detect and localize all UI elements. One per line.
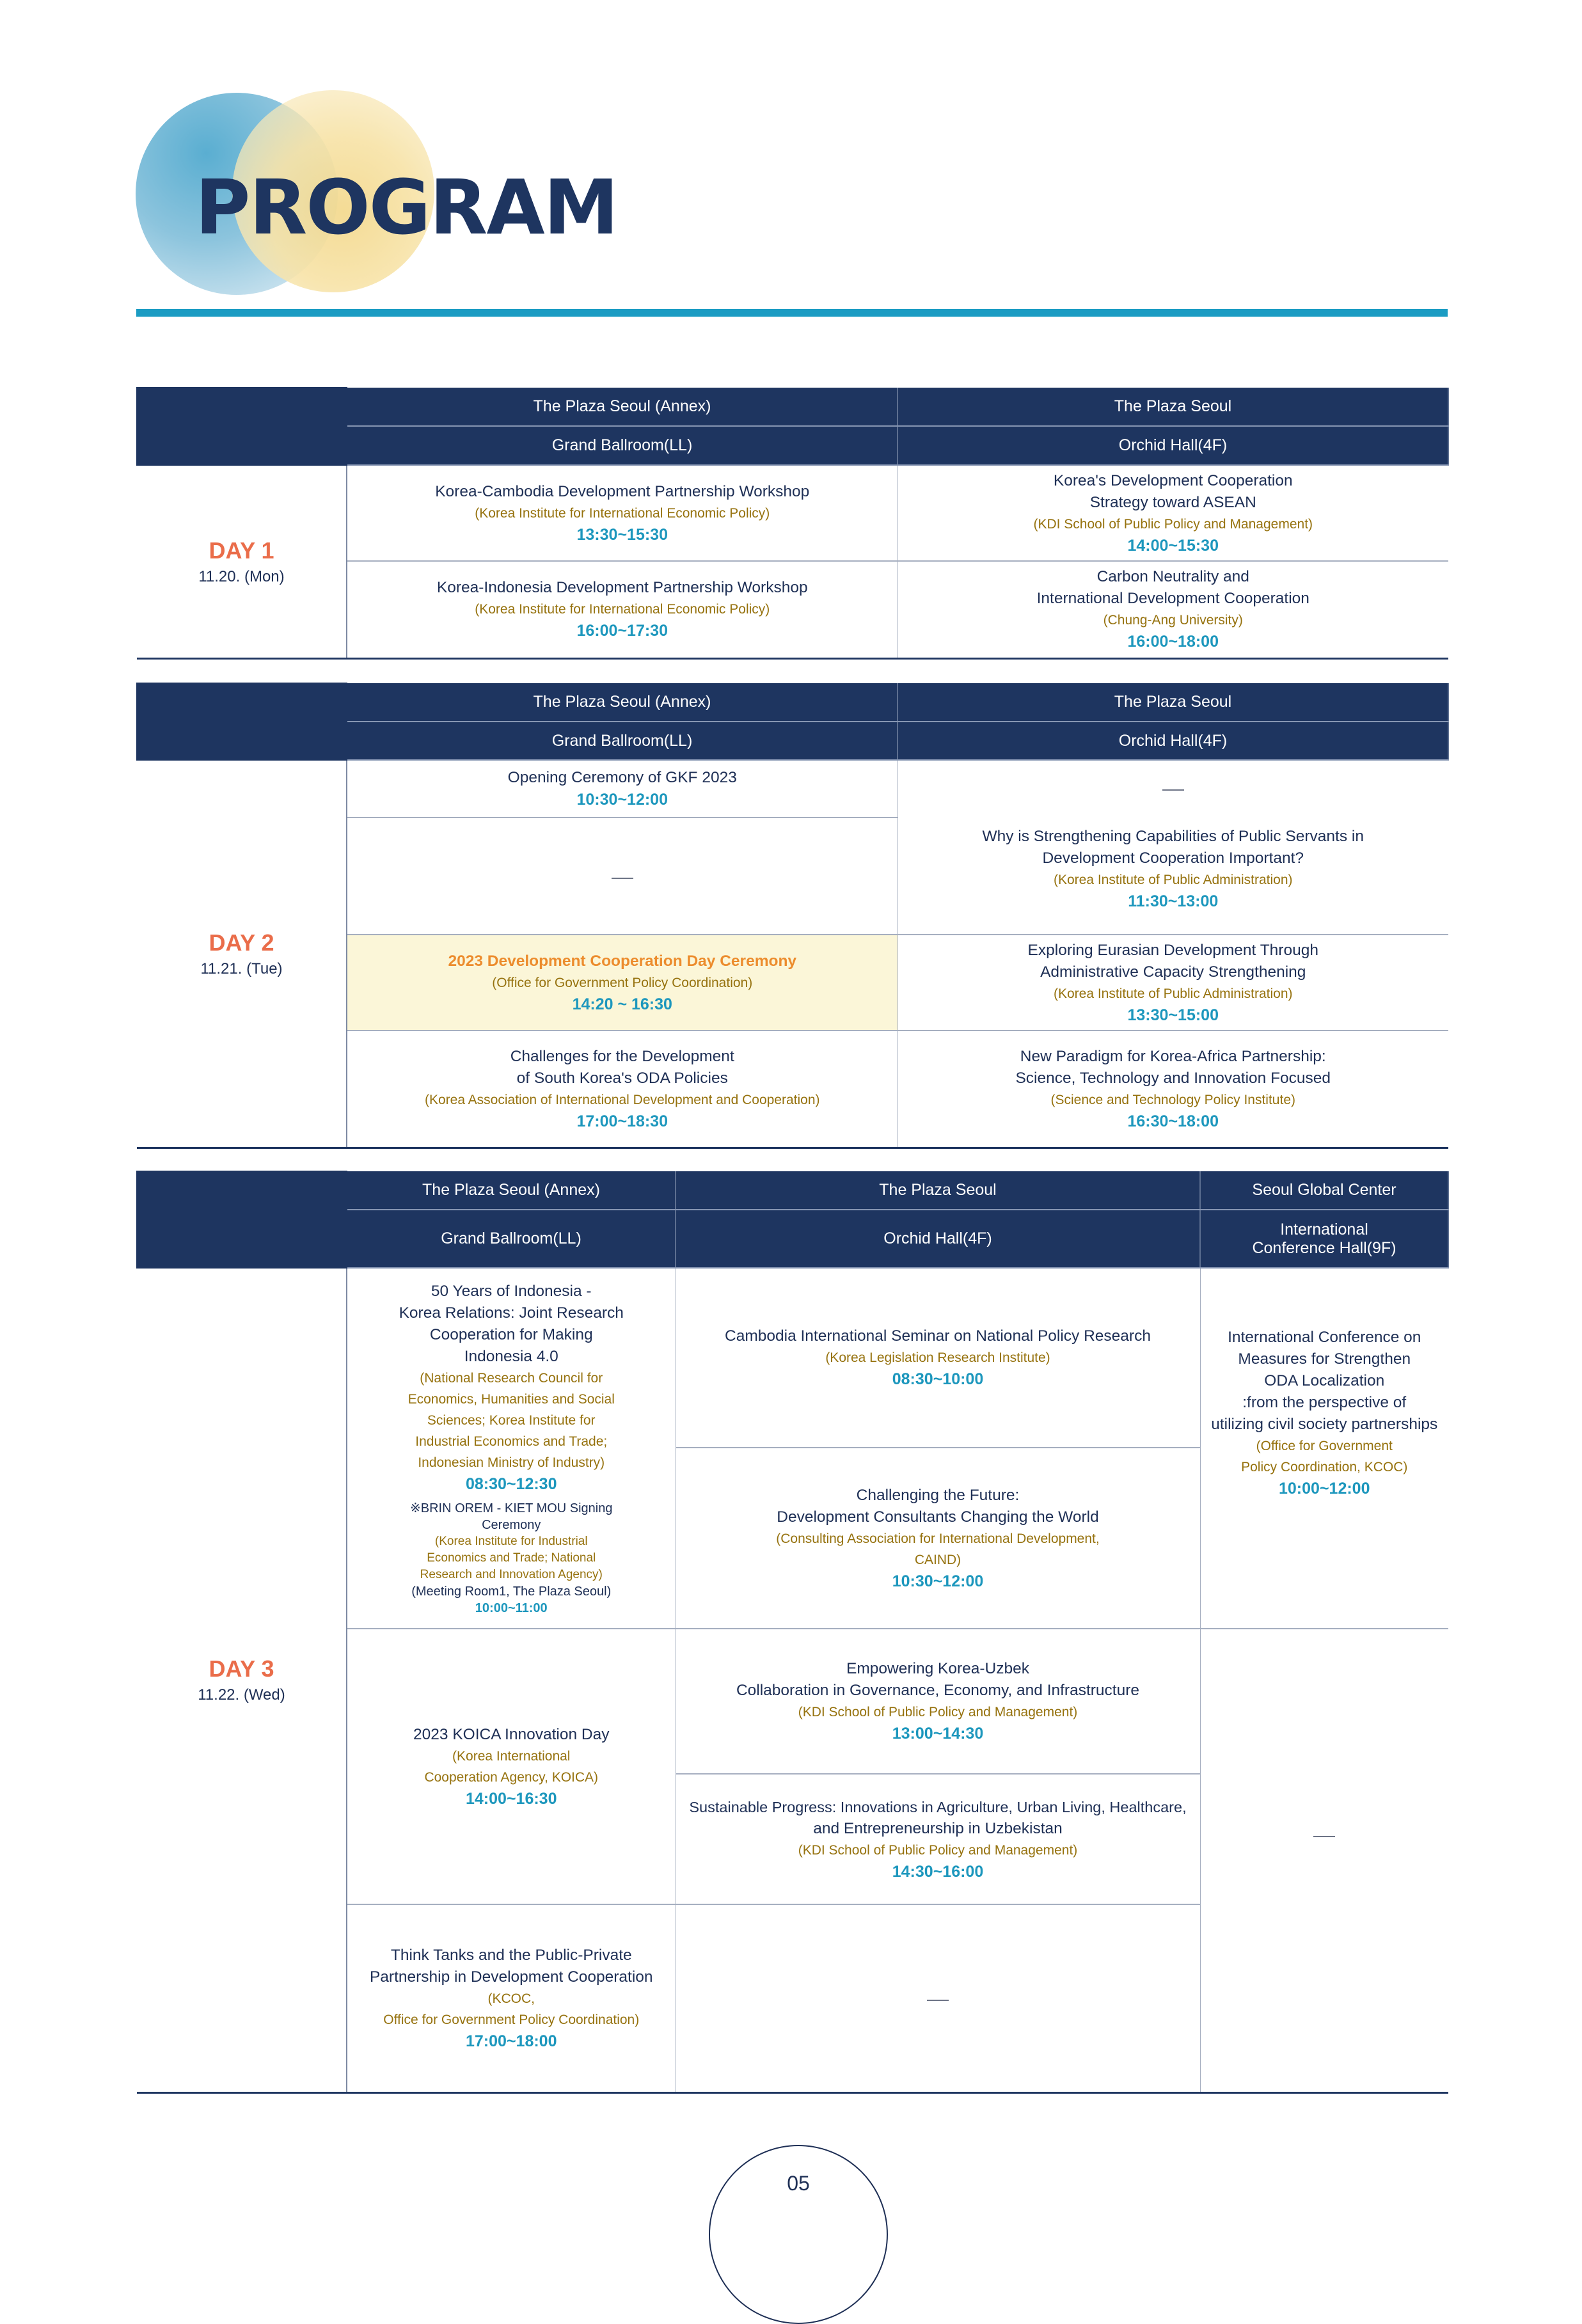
session-organizer: Office for Government Policy Coordination) <box>383 2012 640 2027</box>
session-cell <box>347 1031 898 1148</box>
session-title: Korea's Development Cooperation <box>1053 471 1293 489</box>
session-title: Challenging the Future: <box>856 1486 1020 1504</box>
session-title: Exploring Eurasian Development Through <box>1027 941 1318 959</box>
session-title: Think Tanks and the Public-Private <box>390 1946 632 1964</box>
empty-slot-dash <box>927 2000 949 2001</box>
session-title: utilizing civil society partnerships <box>1211 1416 1438 1433</box>
session-organizer: CAIND) <box>914 1552 961 1567</box>
day-date: 11.20. (Mon) <box>198 567 285 585</box>
venue-place: The Plaza Seoul (Annex) <box>347 1171 676 1210</box>
venue-place: The Plaza Seoul <box>676 1171 1200 1210</box>
session-title: Collaboration in Governance, Economy, and Infrastructure <box>736 1682 1140 1699</box>
session-time: 13:00~14:30 <box>892 1725 984 1743</box>
session-title: Why is Strengthening Capabilities of Public Servants in <box>982 828 1364 845</box>
venue-room-line: Conference Hall(9F) <box>1252 1238 1396 1257</box>
session-title: Cambodia International Seminar on National Policy Research <box>725 1327 1151 1345</box>
day-name: DAY 1 <box>209 537 274 564</box>
day3-schedule-table <box>136 1171 1449 2094</box>
venue-room: Orchid Hall(4F) <box>898 426 1448 465</box>
session-time: 11:30~13:00 <box>1128 892 1219 910</box>
session-title: 2023 KOICA Innovation Day <box>413 1725 610 1743</box>
header-corner <box>137 388 347 465</box>
session-cell <box>347 1629 676 1904</box>
session-organizer: (KDI School of Public Policy and Management) <box>798 1842 1078 1858</box>
venue-room: Grand Ballroom(LL) <box>347 1210 676 1268</box>
sub-session-time: 10:00~11:00 <box>475 1601 548 1615</box>
session-organizer: (KCOC, <box>487 1991 535 2006</box>
session-organizer: (Korea Institute of Public Administration) <box>1053 986 1293 1001</box>
session-organizer: (National Research Council for <box>420 1370 603 1386</box>
session-title: International Development Cooperation <box>1036 590 1309 608</box>
session-title: Carbon Neutrality and <box>1096 568 1249 586</box>
venue-room <box>1200 1210 1448 1268</box>
session-organizer: (Korea Association of International Development and Cooperation) <box>424 1092 820 1107</box>
session-organizer: (KDI School of Public Policy and Management) <box>1033 516 1313 532</box>
session-title: ODA Localization <box>1264 1372 1385 1389</box>
session-title: Indonesia 4.0 <box>464 1347 558 1365</box>
session-title: 2023 Development Cooperation Day Ceremony <box>448 952 797 970</box>
page-number: 05 <box>787 2172 810 2195</box>
sub-session-title: ※BRIN OREM - KIET MOU Signing <box>410 1501 613 1515</box>
venue-place: Seoul Global Center <box>1200 1171 1448 1210</box>
session-organizer: Indonesian Ministry of Industry) <box>418 1455 605 1470</box>
session-organizer: (Korea Institute of Public Administration) <box>1053 873 1293 887</box>
session-title: Korea-Cambodia Development Partnership Workshop <box>435 482 810 500</box>
day-date: 11.22. (Wed) <box>198 1686 285 1704</box>
session-title: 50 Years of Indonesia - <box>431 1282 592 1300</box>
session-title: Partnership in Development Cooperation <box>369 1968 653 1986</box>
venue-place: The Plaza Seoul <box>898 388 1448 426</box>
session-organizer: Sciences; Korea Institute for <box>427 1412 596 1428</box>
day-label-cell <box>137 1268 347 2092</box>
session-organizer: (Korea Institute for International Economic Policy) <box>475 602 770 617</box>
session-title: Sustainable Progress: Innovations in Agriculture, Urban Living, Healthcare, <box>689 1798 1187 1815</box>
day-name: DAY 3 <box>209 1656 274 1682</box>
session-organizer: (KDI School of Public Policy and Management) <box>798 1705 1078 1719</box>
sub-session-place: (Meeting Room1, The Plaza Seoul) <box>411 1584 612 1599</box>
session-organizer: (Office for Government <box>1256 1439 1393 1453</box>
session-time: 10:00~12:00 <box>1279 1480 1370 1498</box>
session-time: 10:30~12:00 <box>576 791 668 809</box>
session-cell <box>347 465 898 561</box>
session-cell <box>347 1904 676 2092</box>
session-cell <box>1200 1268 1448 1629</box>
day1-schedule-table <box>136 387 1449 660</box>
session-title: Measures for Strengthen <box>1238 1350 1411 1368</box>
session-cell <box>347 561 898 658</box>
session-cell <box>898 760 1448 935</box>
session-organizer: (Science and Technology Policy Institute) <box>1050 1092 1295 1107</box>
venue-room: Grand Ballroom(LL) <box>347 722 898 760</box>
venue-room: Grand Ballroom(LL) <box>347 426 898 465</box>
sub-session-organizer: Research and Innovation Agency) <box>420 1567 603 1581</box>
venue-place: The Plaza Seoul (Annex) <box>347 683 898 722</box>
empty-slot-dash <box>1313 1836 1335 1837</box>
day-date: 11.21. (Tue) <box>200 960 283 977</box>
session-organizer: (Korea International <box>452 1748 571 1764</box>
session-title: Development Consultants Changing the World <box>777 1508 1099 1526</box>
session-cell <box>676 1629 1200 1774</box>
session-organizer: Industrial Economics and Trade; <box>415 1434 608 1449</box>
session-time: 16:30~18:00 <box>1127 1112 1219 1130</box>
session-time: 16:00~18:00 <box>1127 633 1219 651</box>
session-title: New Paradigm for Korea-Africa Partnership: <box>1020 1047 1326 1065</box>
session-organizer: (Korea Institute for International Economic Policy) <box>475 505 770 521</box>
session-organizer: Economics, Humanities and Social <box>407 1391 615 1407</box>
venue-room-line: International <box>1280 1220 1368 1238</box>
header-corner <box>137 683 347 760</box>
session-cell <box>676 1448 1200 1629</box>
venue-place: The Plaza Seoul (Annex) <box>347 388 898 426</box>
session-cell <box>898 1031 1448 1148</box>
session-time: 10:30~12:00 <box>892 1572 984 1590</box>
session-cell <box>898 935 1448 1031</box>
day-label-cell <box>137 760 347 1148</box>
session-time: 13:30~15:00 <box>1127 1006 1219 1024</box>
session-cell <box>347 1268 676 1629</box>
session-cell-highlighted <box>347 935 898 1031</box>
session-organizer: (Chung-Ang University) <box>1103 613 1243 628</box>
session-cell <box>898 561 1448 658</box>
header-rule <box>136 309 1448 317</box>
sub-session-title: Ceremony <box>482 1517 541 1532</box>
day-label-cell <box>137 465 347 658</box>
session-time: 14:00~15:30 <box>1127 536 1219 555</box>
session-title: and Entrepreneurship in Uzbekistan <box>813 1819 1063 1837</box>
venue-room: Orchid Hall(4F) <box>676 1210 1200 1268</box>
page-title: PROGRAM <box>195 163 618 251</box>
session-title: Science, Technology and Innovation Focused <box>1015 1069 1331 1087</box>
empty-slot <box>1200 1629 1448 2092</box>
empty-slot-dash <box>1162 789 1184 791</box>
empty-slot <box>347 818 898 935</box>
session-time: 08:30~12:30 <box>466 1474 557 1493</box>
session-time: 14:30~16:00 <box>892 1862 984 1881</box>
session-time: 14:00~16:30 <box>466 1789 557 1808</box>
session-time: 16:00~17:30 <box>576 622 668 640</box>
session-title: Opening Ceremony of GKF 2023 <box>507 769 737 786</box>
day2-schedule-table <box>136 683 1449 1149</box>
empty-slot <box>676 1904 1200 2092</box>
session-organizer: (Office for Government Policy Coordination) <box>492 975 753 990</box>
session-title: Korea-Indonesia Development Partnership Workshop <box>436 579 808 597</box>
session-time: 14:20 ~ 16:30 <box>572 995 672 1013</box>
session-title: International Conference on <box>1228 1329 1421 1346</box>
session-title: Development Cooperation Important? <box>1042 850 1304 867</box>
session-title: of South Korea's ODA Policies <box>516 1069 728 1087</box>
session-cell <box>347 760 898 818</box>
session-cell <box>676 1268 1200 1448</box>
session-time: 08:30~10:00 <box>892 1370 984 1388</box>
session-organizer: Policy Coordination, KCOC) <box>1241 1460 1408 1474</box>
session-title: Korea Relations: Joint Research <box>399 1304 624 1322</box>
session-organizer: (Korea Legislation Research Institute) <box>825 1350 1050 1365</box>
session-title: Cooperation for Making <box>429 1325 593 1343</box>
sub-session-organizer: Economics and Trade; National <box>427 1551 596 1565</box>
venue-place: The Plaza Seoul <box>898 683 1448 722</box>
session-cell <box>676 1774 1200 1904</box>
session-title: Administrative Capacity Strengthening <box>1040 963 1306 981</box>
header-corner <box>137 1171 347 1268</box>
sub-session-organizer: (Korea Institute for Industrial <box>434 1534 588 1548</box>
session-organizer: Cooperation Agency, KOICA) <box>424 1769 599 1785</box>
empty-slot-dash <box>612 878 633 879</box>
session-organizer: (Consulting Association for International Development, <box>776 1531 1100 1546</box>
session-title: Strategy toward ASEAN <box>1089 493 1256 511</box>
session-title: Challenges for the Development <box>510 1047 734 1065</box>
session-title: Empowering Korea-Uzbek <box>846 1660 1029 1677</box>
session-time: 13:30~15:30 <box>576 525 668 544</box>
session-title: :from the perspective of <box>1242 1394 1407 1411</box>
session-time: 17:00~18:00 <box>466 2032 557 2050</box>
session-cell <box>898 465 1448 561</box>
venue-room: Orchid Hall(4F) <box>898 722 1448 760</box>
session-time: 17:00~18:30 <box>576 1112 668 1130</box>
day-name: DAY 2 <box>209 929 274 956</box>
